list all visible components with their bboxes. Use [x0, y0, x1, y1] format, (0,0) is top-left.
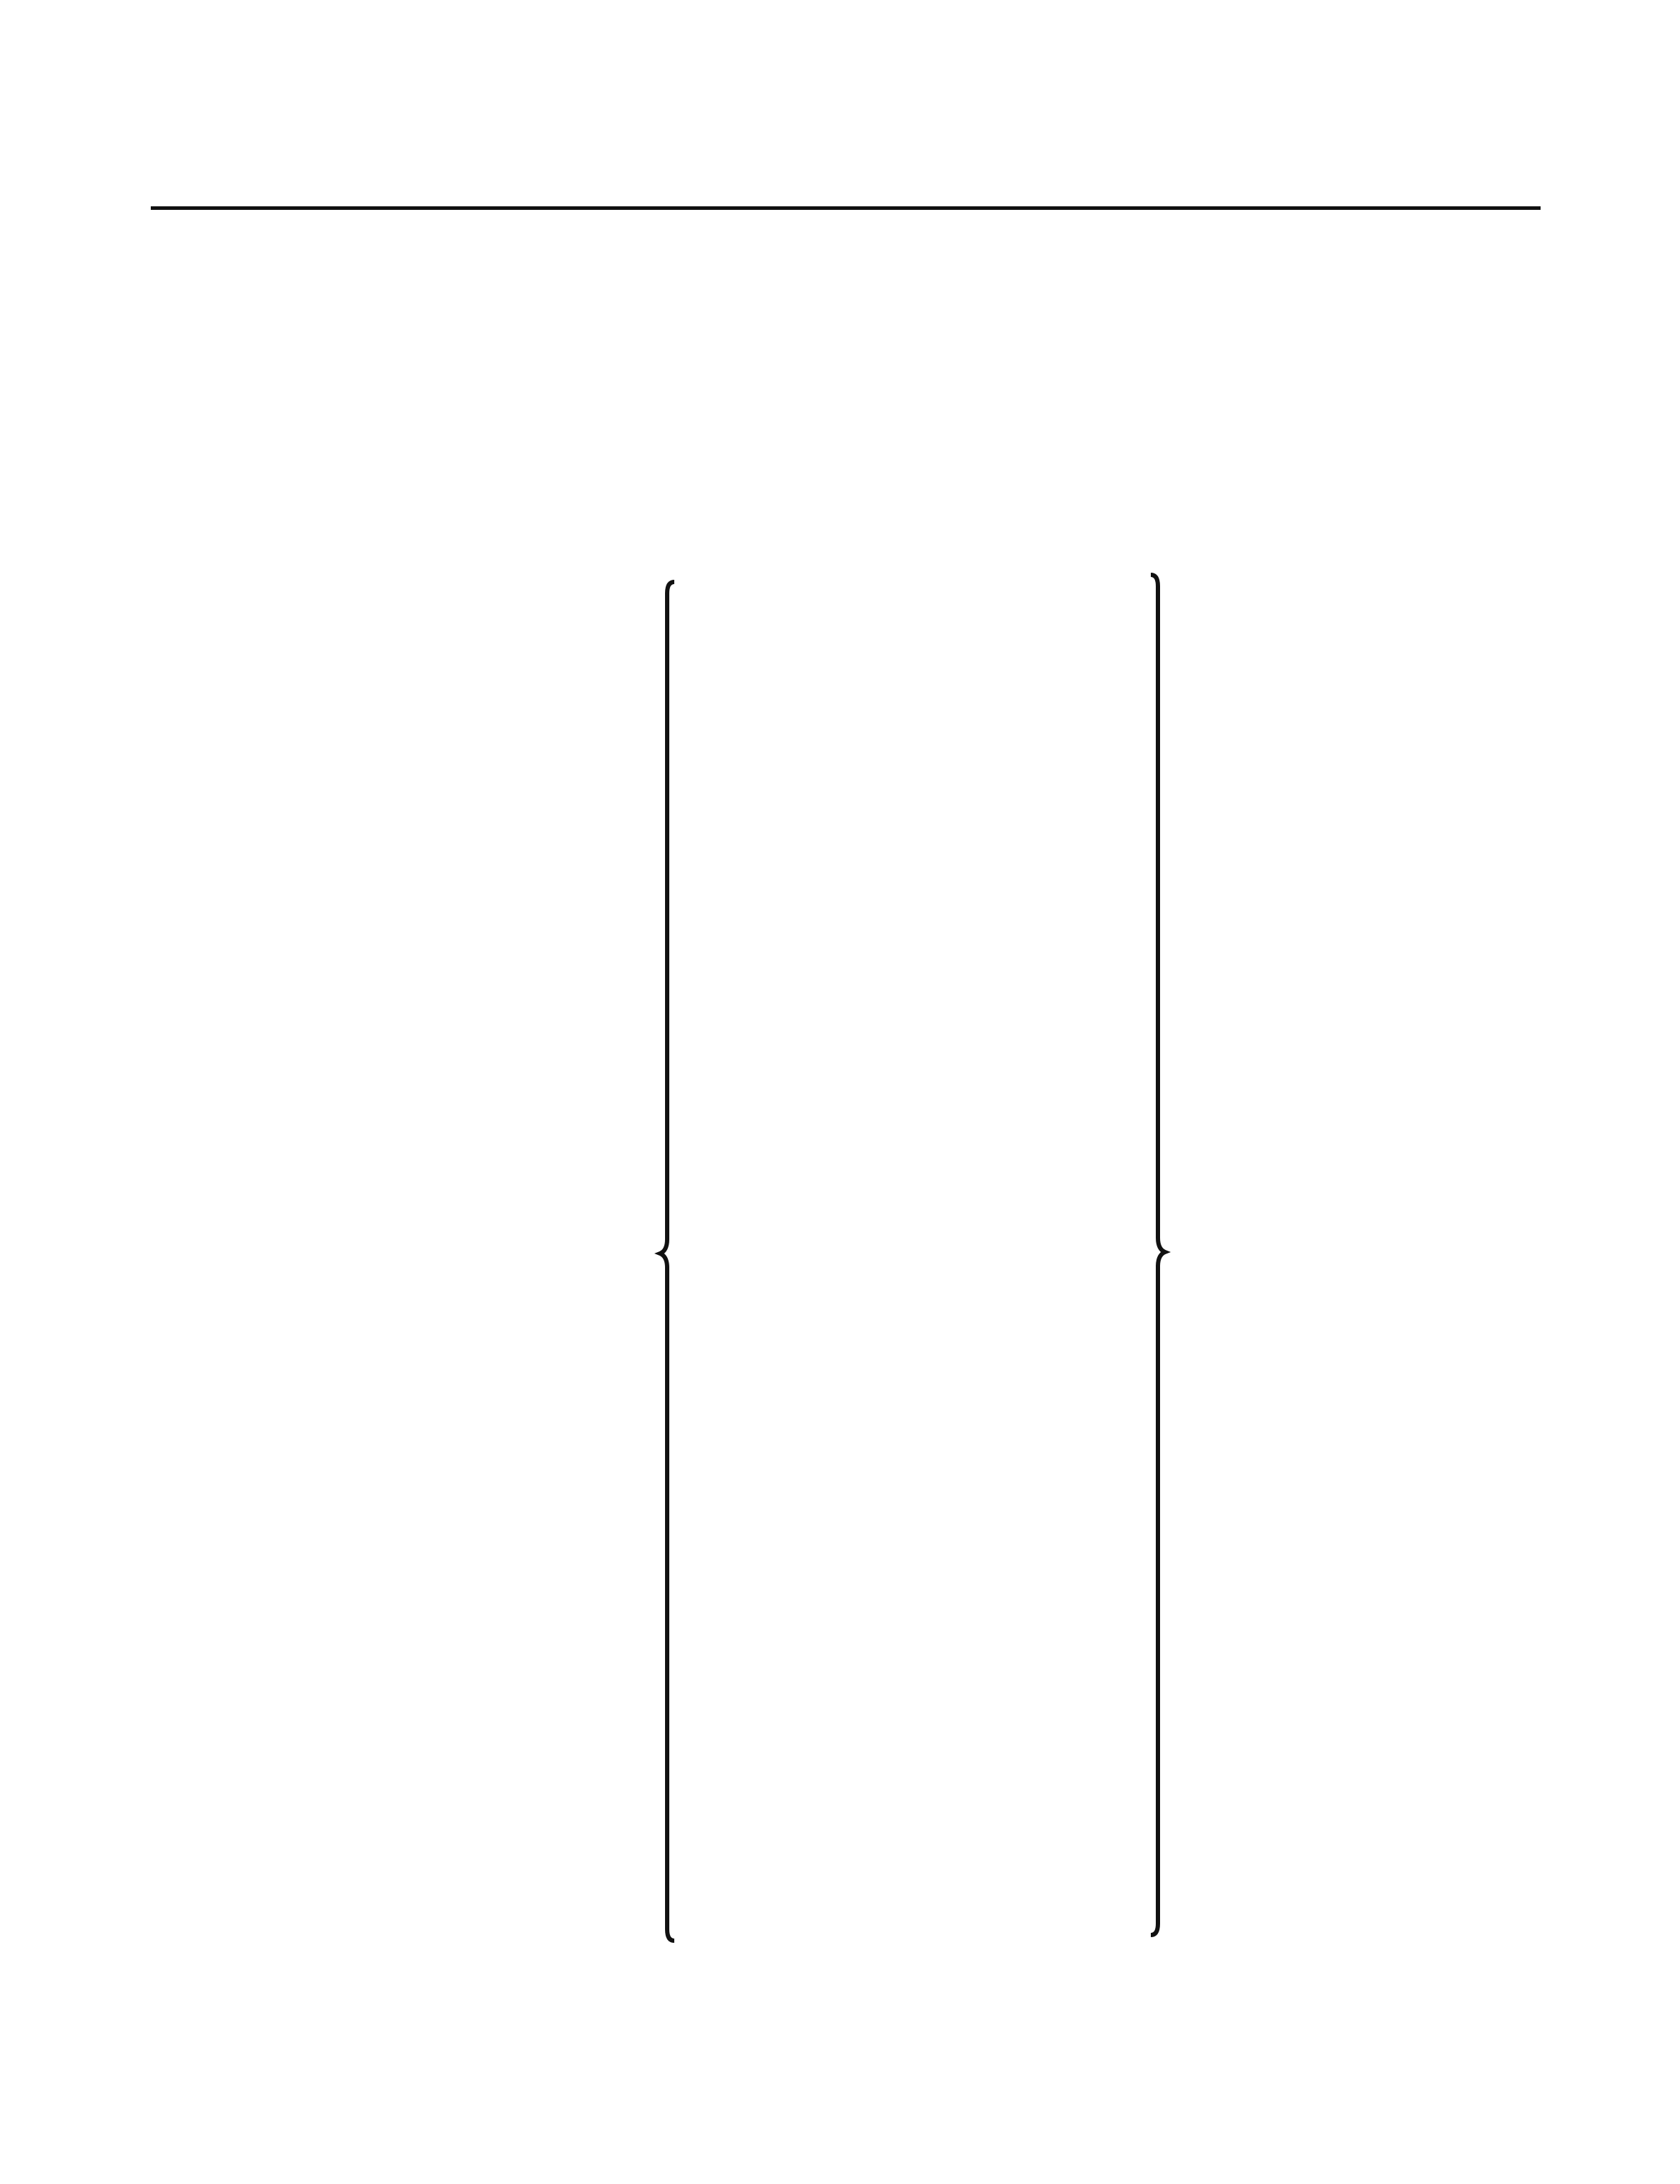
left-brace-icon: [660, 582, 674, 1941]
right-brace-icon: [1151, 575, 1165, 1935]
